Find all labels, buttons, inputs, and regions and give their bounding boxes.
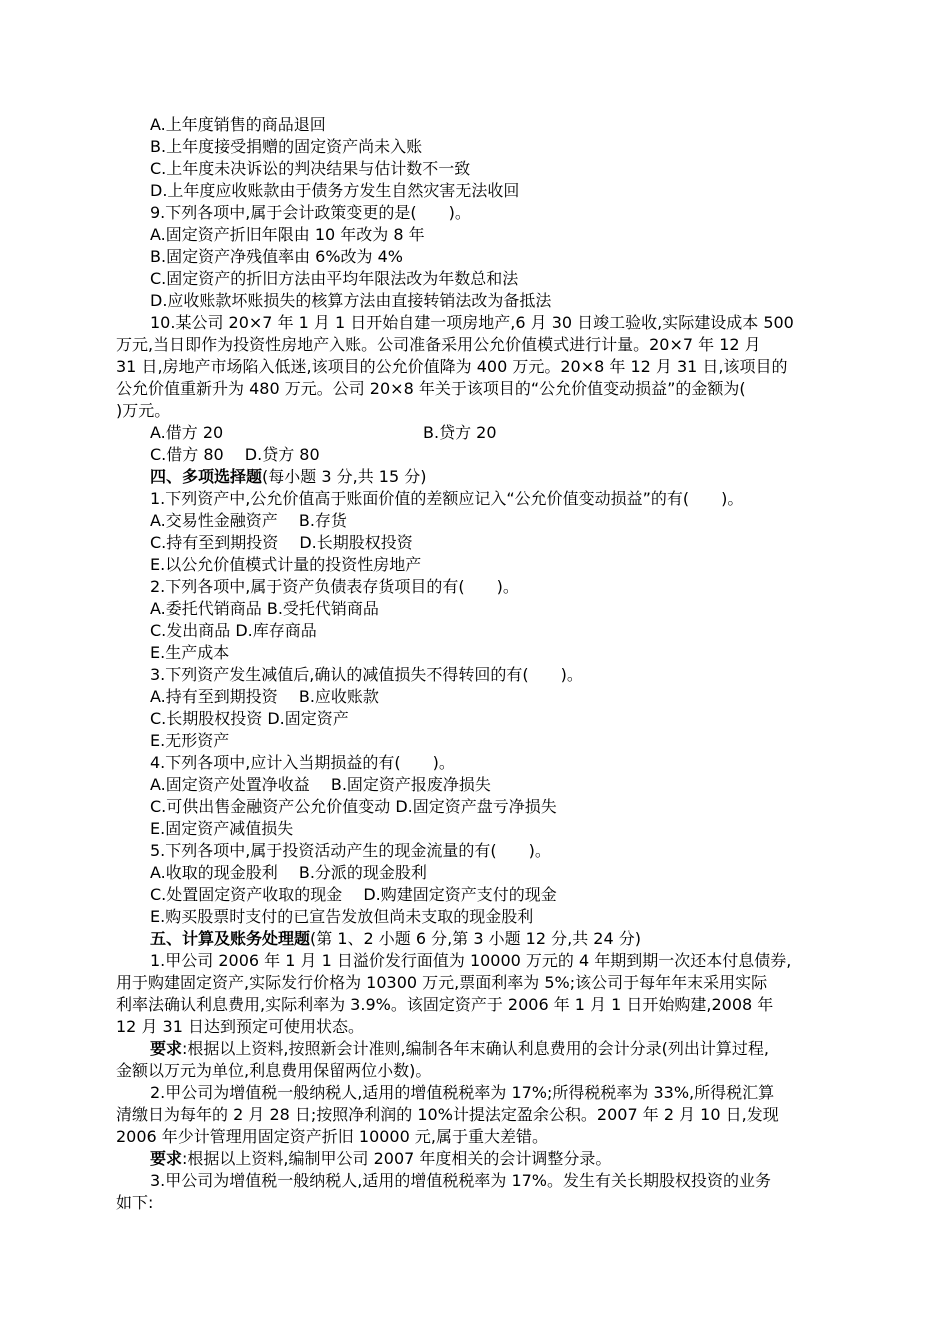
text-line: A.上年度销售的商品退回 xyxy=(150,115,326,134)
text-line: B.固定资产净残值率由 6%改为 4% xyxy=(150,247,404,266)
text-line: C.上年度未决诉讼的判决结果与估计数不一致 xyxy=(150,159,471,178)
text-line: C.固定资产的折旧方法由平均年限法改为年数总和法 xyxy=(150,269,519,288)
text-line: E.以公允价值模式计量的投资性房地产 xyxy=(150,555,422,574)
question-line: 1.下列资产中,公允价值高于账面价值的差额应记入“公允价值变动损益”的有( )。 xyxy=(150,489,744,508)
option-row xyxy=(0,422,950,444)
section-heading xyxy=(0,466,950,488)
section-note: (每小题 3 分,共 15 分) xyxy=(262,467,427,486)
requirement-label: 要求 xyxy=(150,1039,183,1058)
text-line: E.生产成本 xyxy=(150,643,230,662)
text-line: 公允价值重新升为 480 万元。公司 20×8 年关于该项目的“公允价值变动损益”的金额为( xyxy=(116,379,746,398)
requirement-text: :根据以上资料,按照新会计准则,编制各年末确认利息费用的会计分录(列出计算过程, xyxy=(182,1039,769,1058)
question-line: 10.某公司 20×7 年 1 月 1 日开始自建一项房地产,6 月 30 日竣工验收,实际建设成本 500 xyxy=(150,313,794,332)
question-line: 2.甲公司为增值税一般纳税人,适用的增值税税率为 17%;所得税税率为 33%,所得税汇算 xyxy=(150,1083,775,1102)
text-line: D.上年度应收账款由于债务方发生自然灾害无法收回 xyxy=(150,181,520,200)
text-line: A.固定资产折旧年限由 10 年改为 8 年 xyxy=(150,225,425,244)
text-line: C.可供出售金融资产公允价值变动 D.固定资产盘亏净损失 xyxy=(150,797,557,816)
section-heading xyxy=(0,928,950,950)
text-line: 利率法确认利息费用,实际利率为 3.9%。该固定资产于 2006 年 1 月 1 日开始购建,2008 年 xyxy=(116,995,774,1014)
text-line: 12 月 31 日达到预定可使用状态。 xyxy=(116,1017,364,1036)
text-line: 用于购建固定资产,实际发行价格为 10300 万元,票面利率为 5%;该公司于每年年末采用实际 xyxy=(116,973,768,992)
question-line: 5.下列各项中,属于投资活动产生的现金流量的有( )。 xyxy=(150,841,551,860)
question-line: 4.下列各项中,应计入当期损益的有( )。 xyxy=(150,753,455,772)
question-line: 1.甲公司 2006 年 1 月 1 日溢价发行面值为 10000 万元的 4 年期到期一次还本付息债券, xyxy=(150,951,792,970)
section-title: 五、计算及账务处理题 xyxy=(150,929,311,948)
requirement-line xyxy=(0,1038,950,1060)
text-line: B.上年度接受捐赠的固定资产尚未入账 xyxy=(150,137,423,156)
text-line: 31 日,房地产市场陷入低迷,该项目的公允价值降为 400 万元。20×8 年 12 月 31 日,该项目的 xyxy=(116,357,788,376)
text-line: E.无形资产 xyxy=(150,731,230,750)
question-line: 3.下列资产发生减值后,确认的减值损失不得转回的有( )。 xyxy=(150,665,583,684)
text-line: C.长期股权投资 D.固定资产 xyxy=(150,709,349,728)
text-line: C.持有至到期投资 D.长期股权投资 xyxy=(150,533,413,552)
text-line: A.固定资产处置净收益 B.固定资产报废净损失 xyxy=(150,775,491,794)
option-b: B.贷方 20 xyxy=(423,423,497,442)
requirement-text: :根据以上资料,编制甲公司 2007 年度相关的会计调整分录。 xyxy=(182,1149,612,1168)
question-line: 2.下列各项中,属于资产负债表存货项目的有( )。 xyxy=(150,577,519,596)
text-line: E.购买股票时支付的已宣告发放但尚未支取的现金股利 xyxy=(150,907,534,926)
text-line: A.收取的现金股利 B.分派的现金股利 xyxy=(150,863,427,882)
text-line: D.应收账款坏账损失的核算方法由直接转销法改为备抵法 xyxy=(150,291,552,310)
text-line: 2006 年少计管理用固定资产折旧 10000 元,属于重大差错。 xyxy=(116,1127,548,1146)
text-line: A.委托代销商品 B.受托代销商品 xyxy=(150,599,379,618)
text-line: A.持有至到期投资 B.应收账款 xyxy=(150,687,379,706)
text-line: C.发出商品 D.库存商品 xyxy=(150,621,317,640)
text-line: E.固定资产减值损失 xyxy=(150,819,294,838)
section-title: 四、多项选择题 xyxy=(150,467,263,486)
requirement-line xyxy=(0,1148,950,1170)
question-line: 9.下列各项中,属于会计政策变更的是( )。 xyxy=(150,203,471,222)
text-line: A.交易性金融资产 B.存货 xyxy=(150,511,347,530)
option-row: C.借方 80 D.贷方 80 xyxy=(150,445,320,464)
requirement-label: 要求 xyxy=(150,1149,183,1168)
text-line: 金额以万元为单位,利息费用保留两位小数)。 xyxy=(116,1061,432,1080)
document-page xyxy=(0,114,950,1214)
text-line: )万元。 xyxy=(116,401,171,420)
text-line: 如下: xyxy=(116,1193,154,1212)
text-line: 清缴日为每年的 2 月 28 日;按照净利润的 10%计提法定盈余公积。2007 年 2 月 10 日,发现 xyxy=(116,1105,779,1124)
option-a: A.借方 20 xyxy=(150,423,224,442)
section-note: (第 1、2 小题 6 分,第 3 小题 12 分,共 24 分) xyxy=(310,929,641,948)
question-line: 3.甲公司为增值税一般纳税人,适用的增值税税率为 17%。发生有关长期股权投资的业务 xyxy=(150,1171,772,1190)
text-line: C.处置固定资产收取的现金 D.购建固定资产支付的现金 xyxy=(150,885,557,904)
text-line: 万元,当日即作为投资性房地产入账。公司准备采用公允价值模式进行计量。20×7 年 12 月 xyxy=(116,335,761,354)
